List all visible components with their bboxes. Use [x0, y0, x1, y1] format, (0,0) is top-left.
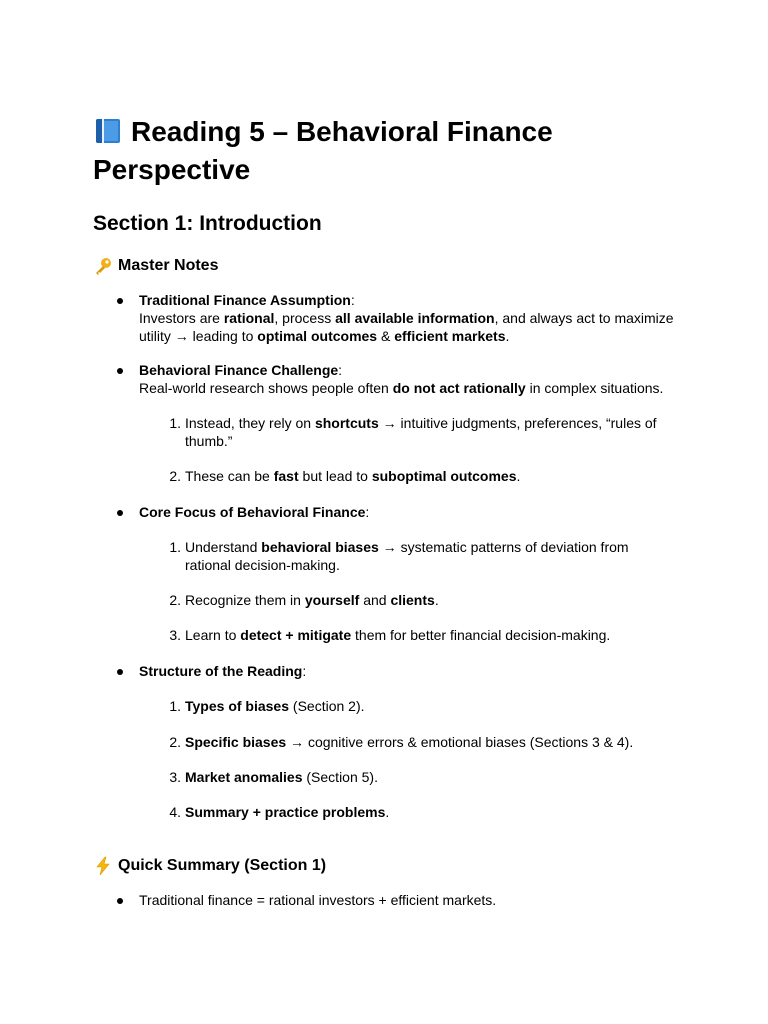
bullet-text: Core Focus of Behavioral Finance: [139, 504, 370, 520]
blue-book-icon [93, 117, 123, 145]
bullet-text: Traditional finance = rational investors + efficient markets. [139, 892, 497, 908]
bullet-dot [117, 898, 123, 904]
quick-summary-heading-text: Quick Summary (Section 1) [118, 857, 327, 874]
bullet-text: Structure of the Reading: [139, 663, 307, 679]
bullet-dot [117, 298, 123, 304]
section-heading: Section 1: Introduction [93, 212, 322, 235]
page-title-text: Reading 5 – Behavioral Finance Perspective [93, 116, 553, 185]
bullet-text: Traditional Finance Assumption: Investors are rational, process all available information, and always act to maximize utility → leading to optimal outcomes & efficient markets. [139, 292, 674, 344]
master-notes-heading-text: Master Notes [118, 257, 219, 274]
master-notes-heading [93, 255, 218, 277]
bullet-dot [117, 510, 123, 516]
bullet-dot [117, 669, 123, 675]
bullet-dot [117, 368, 123, 374]
quick-summary-heading [93, 855, 326, 877]
key-icon [93, 256, 113, 276]
bullet-text: Behavioral Finance Challenge: Real-world research shows people often do not act rationally in complex situations. [139, 362, 664, 396]
lightning-icon [93, 856, 113, 876]
page-title [93, 113, 693, 189]
